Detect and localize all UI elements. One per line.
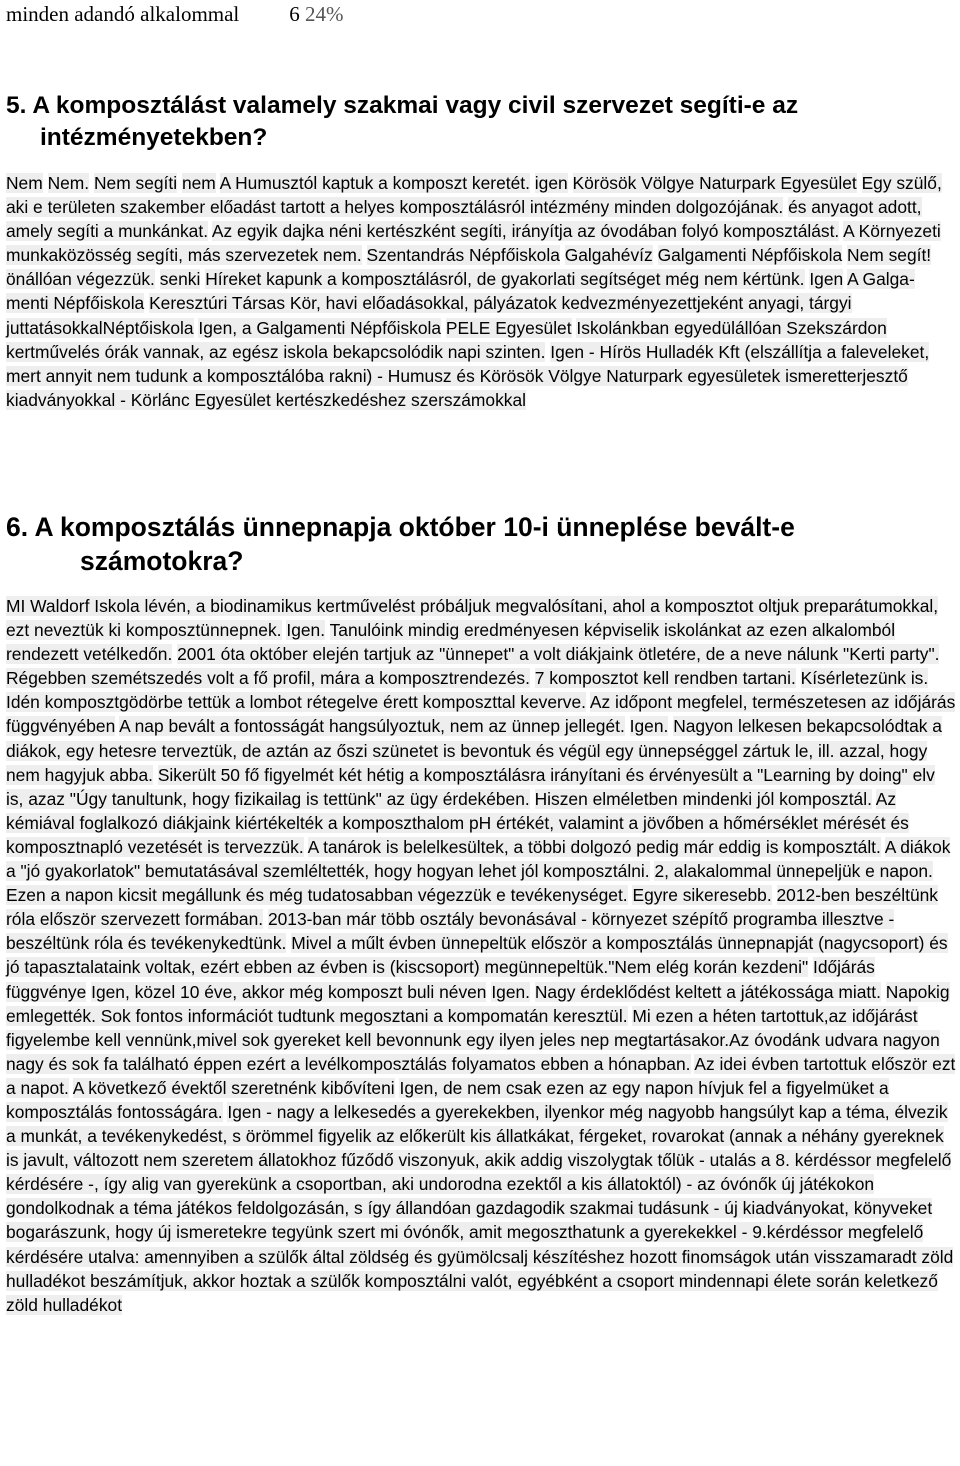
answer-item: nem [181,173,216,193]
answer-item: Igen [809,269,844,290]
answer-item: Igen, de nem csak ezen az egy napon hívjuk fel a figyelmüket a komposztálás fontosságára. [6,1077,889,1122]
answer-item: 2, alakalommal ünnepeljük e napon. [654,861,933,882]
answer-item: A tanárok is belelkesültek, a többi dolgozó pedig már eddig is komposztált. [307,836,881,857]
answer-item: senki [159,269,201,290]
answer-item: Nem segít! [847,245,932,266]
answer-item: Nagyon lelkesen bekapcsolódtak a diákok, egy hetesre terveztük, de aztán az őszi szünetet is bevontuk és végül egy ünnepséggel zártuk le, ill. azzal, hogy nem hagyjuk abba. [6,716,942,785]
answer-item: Iskolánkban egyedülállóan Szekszárdon kertművelés órák vannak, az egész iskola bekapcsolódik napi szinten. [6,317,887,362]
answer-item: Egyre sikeresebb. [632,885,772,906]
answer-item: Nagy érdeklődést keltett a játékossága miatt. [534,981,881,1002]
answer-item: Nem. [47,173,90,193]
answer-item: 2013-ban már több osztály bevonásával - környezet szépítő programba illesztve - beszéltünk róla és tevékenykedtünk. [6,909,895,954]
answer-item: és anyagot adott, amely segíti a munkánkat. [6,197,922,242]
answer-item: Az óvodánk udvara nagyon nagy és sok fa található éppen ezért a levélkomposztálás folyamatos ebben a hónapban. [6,1029,940,1074]
answer-item: 2001 óta október elején tartjuk az "ünnepet" a volt diákjaink ötletére, de a neve nálunk "Kerti party". [177,644,940,665]
answer-item: Híreket kapunk a komposztálásról, de gyakorlati segítséget még nem kértünk. [205,269,805,290]
answer-item: Nem [6,173,43,193]
answer-item: Igen. [286,620,326,641]
answer-item: Szentandrás Népfőiskola [366,245,560,266]
answer-item: A következő évektől szeretnénk kibővíteni [72,1077,395,1098]
answer-item: Néptőiskola [102,317,194,338]
answer-item: igen [534,173,568,193]
answer-item: Idén komposztgödörbe tettük a lombot rétegelve érett komposzttal keverve. [6,692,586,713]
answer-item: Mivel a műlt évben ünnepeltük először a komposztálás ünnepnapját (nagycsoport) és jó tapasztalataink voltak, ezért ebben az évben is (kiscsoport) megünnepeltük. [6,933,948,978]
answer-item: Az időpont megfelel, természetesen az időjárás függvényében [6,692,956,737]
answer-item: Galgamenti Népfőiskola [657,245,843,266]
answer-item: PELE Egyesület [445,317,572,338]
answer-item: Sikerült 50 fő figyelmét két hétig a komposztálásra irányítani és érvényesült a "Learning by doing" elv is, azaz "Úgy tanultunk, hogy fizikailag is tettünk" az ügy érdekében. [6,764,935,809]
answer-percent: 24% [305,2,344,26]
answer-item: Igen, közel 10 éve, akkor még komposzt buli néven [91,981,487,1002]
answer-item: Régebben szemétszedés volt a fő profil, mára a komposztrendezés. [6,668,530,689]
answer-item: A diákok a "jó gyakorlatok" bemutatásával szemléltették, hogy hogyan lehet jól komposztálni. [6,836,951,882]
answer-item: MI Waldorf Iskola lévén, a biodinamikus kertművelést próbáljuk megvalósítani, ahol a komposztot oltjuk preparátumokkal, ezt neveztük ki komposztünnepnek. [6,596,939,641]
answer-item: Galgahévíz [564,245,653,266]
answer-item: Igen. [629,716,669,737]
answer-item: Igen - nagy a lelkesedés a gyerekekben, ilyenkor még nagyobb hangsúlyt kap a téma, élvezik a munkát, a tevékenykedést, s örömmel figyelik az előkerült kis állatkákat, férgeket, rovarokat (annak a néhány gyereknek is javult, változott nem szeretem állatokhoz fűződő viszonyuk, akik addig viszolygtak tőlük - utalás a 8. kérdéssor megfelelő kérdésére -, így alig van gyerekünk a csoportban, aki undorodna ezektől a kis állatoktól) - az óvónők új játékokon gondolkodnak a téma játékos feldolgozásán, s így állandóan gazdagodik szakmai tudásunk - új kiadványokat, könyveket bogarászunk, hogy új ismeretekre tegyünk szert mi óvónők, amit megoszthatunk a gyerekekkel - 9.kérdéssor megfelelő kérdésére utalva: amennyiben a szülők által zöldség és gyümölcsalj készítéshez hozott finomságok után visszamaradt zöld hulladékot beszámítjuk, akkor hoztak a szülők komposztálni valót, egyébként a csoport mindennapi élete során keletkező zöld hulladékot [6,1101,954,1315]
answer-item: Igen, a Galgamenti Népfőiskola [198,317,442,338]
previous-answer-line [6,0,344,28]
answer-item: Igen. [491,981,531,1002]
answer-item: Az kémiával foglalkozó diákjaink kiértékelték a komposzthalom pH értékét, valamint a jövőben a hőmérséklet mérését és komposztnapló vezetését is tervezzük. [6,788,909,857]
answer-item: önállóan végezzük. [6,269,155,290]
answer-item: 7 komposztot kell rendben tartani. [534,668,796,689]
answer-item: Mi ezen a héten tartottuk,az időjárást figyelembe kell vennünk,mivel sok gyereket kell bevonnunk egy ilyen jeles nep megtartásakor. [6,1005,918,1050]
answer-item: A Humusztól kaptuk a komposzt keretét. [219,173,530,193]
answer-text: minden adandó alkalommal [6,2,240,26]
question-6-answers [6,594,956,1317]
answer-item: Igen - Hírös Hulladék Kft (elszállítja a faleveleket, mert annyit nem tudunk a komposztálóba rakni) - Humusz és Körösök Völgye Naturpark egyesületek ismeretterjesztő kiadványokkal - Körlánc Egyesület kertészkedéshez szerszámokkal [6,341,930,410]
question-5-answers [6,171,956,412]
answer-item: A Környezeti munkaközösség segíti, más szervezetek nem. [6,221,941,266]
answer-item: Napokig emlegették. Sok fontos információt tudtunk megosztani a kompomatán keresztül. [6,981,950,1026]
answer-item: Körösök Völgye Naturpark Egyesület [572,173,857,193]
answer-item: Az idei évben tartottuk először ezt a napot. [6,1053,956,1098]
answer-item: Keresztúri Társas Kör, havi előadásokkal, pályázatok kedvezményezettjeként anyagi, tárgyi juttatásokkal [6,293,852,338]
question-6-title: 6. A komposztálás ünnepnapja október 10-i ünneplése bevált-e számotokra? [6,512,795,576]
answer-item: A Galga-menti Népfőiskola [6,269,915,314]
answer-item: A nap bevált a fontosságát hangsúlyoztuk, nem az ünnep jellegét. [119,716,625,737]
answer-item: "Nem elég korán kezdeni" [608,957,809,978]
answer-item: Időjárás függvénye [6,957,875,1002]
answer-item: Ezen a napon kicsit megállunk és még tudatosabban végezzük e tevékenységet. [6,885,628,906]
answer-item: 2012-ben beszéltünk róla először szervezett formában. [6,885,938,930]
answer-item: Hiszen elméletben mindenki jól komposztál. [534,788,872,809]
answer-item: Kísérletezünk is. [800,668,929,689]
answer-count: 6 [289,2,300,26]
answer-item: Az egyik dajka néni kertészként segíti, irányítja az óvodában folyó komposztálást. [211,221,840,242]
answer-item: Egy szülő, aki e területen szakember előadást tartott a helyes komposztálásról intézmény minden dolgozójának. [6,173,942,218]
answer-item: Tanulóink mindig eredményesen képviselik iskolánkat az ezen alkalomból rendezett vetélkedőn. [6,620,896,665]
question-5-title: 5. A komposztálást valamely szakmai vagy civil szervezet segíti-e az intézményetekben? [6,92,799,151]
answer-item: Nem segíti [93,173,178,193]
